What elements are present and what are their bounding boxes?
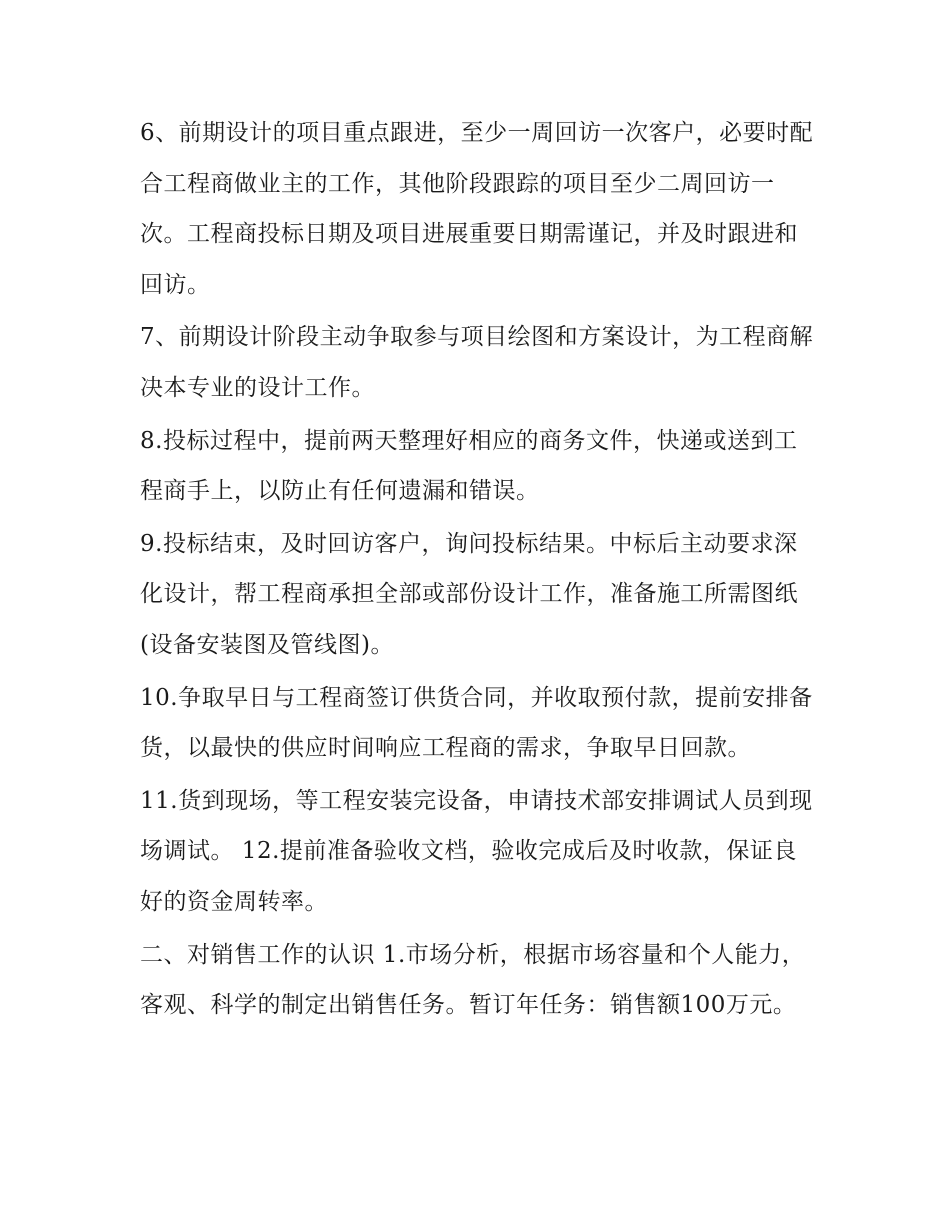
- paragraph-10: 10.争取早日与工程商签订供货合同，并收取预付款，提前安排备货，以最快的供应时间响应工程商的需求，争取早日回款。: [140, 684, 813, 762]
- paragraph-8: 8.投标过程中，提前两天整理好相应的商务文件，快递或送到工程商手上，以防止有任何遗漏和错误。: [140, 427, 798, 505]
- document-body: [140, 108, 820, 1033]
- paragraph-7: 7、前期设计阶段主动争取参与项目绘图和方案设计，为工程商解决本专业的设计工作。: [140, 324, 814, 401]
- paragraph-6: 6、前期设计的项目重点跟进，至少一周回访一次客户，必要时配合工程商做业主的工作，其他阶段跟踪的项目至少二周回访一次。工程商投标日期及项目进展重要日期需谨记，并及时跟进和回访。: [140, 120, 814, 298]
- paragraph-9: 9.投标结束，及时回访客户，询问投标结果。中标后主动要求深化设计，帮工程商承担全部或部份设计工作，准备施工所需图纸(设备安装图及管线图)。: [140, 530, 798, 658]
- paragraph-section-2: 二、对销售工作的认识 1.市场分析，根据市场容量和个人能力，客观、科学的制定出销售任务。暂订年任务：销售额100万元。: [140, 941, 806, 1019]
- paragraph-11-12: 11.货到现场，等工程安装完设备，申请技术部安排调试人员到现场调试。 12.提前准备验收文档，验收完成后及时收款，保证良好的资金周转率。: [140, 787, 813, 915]
